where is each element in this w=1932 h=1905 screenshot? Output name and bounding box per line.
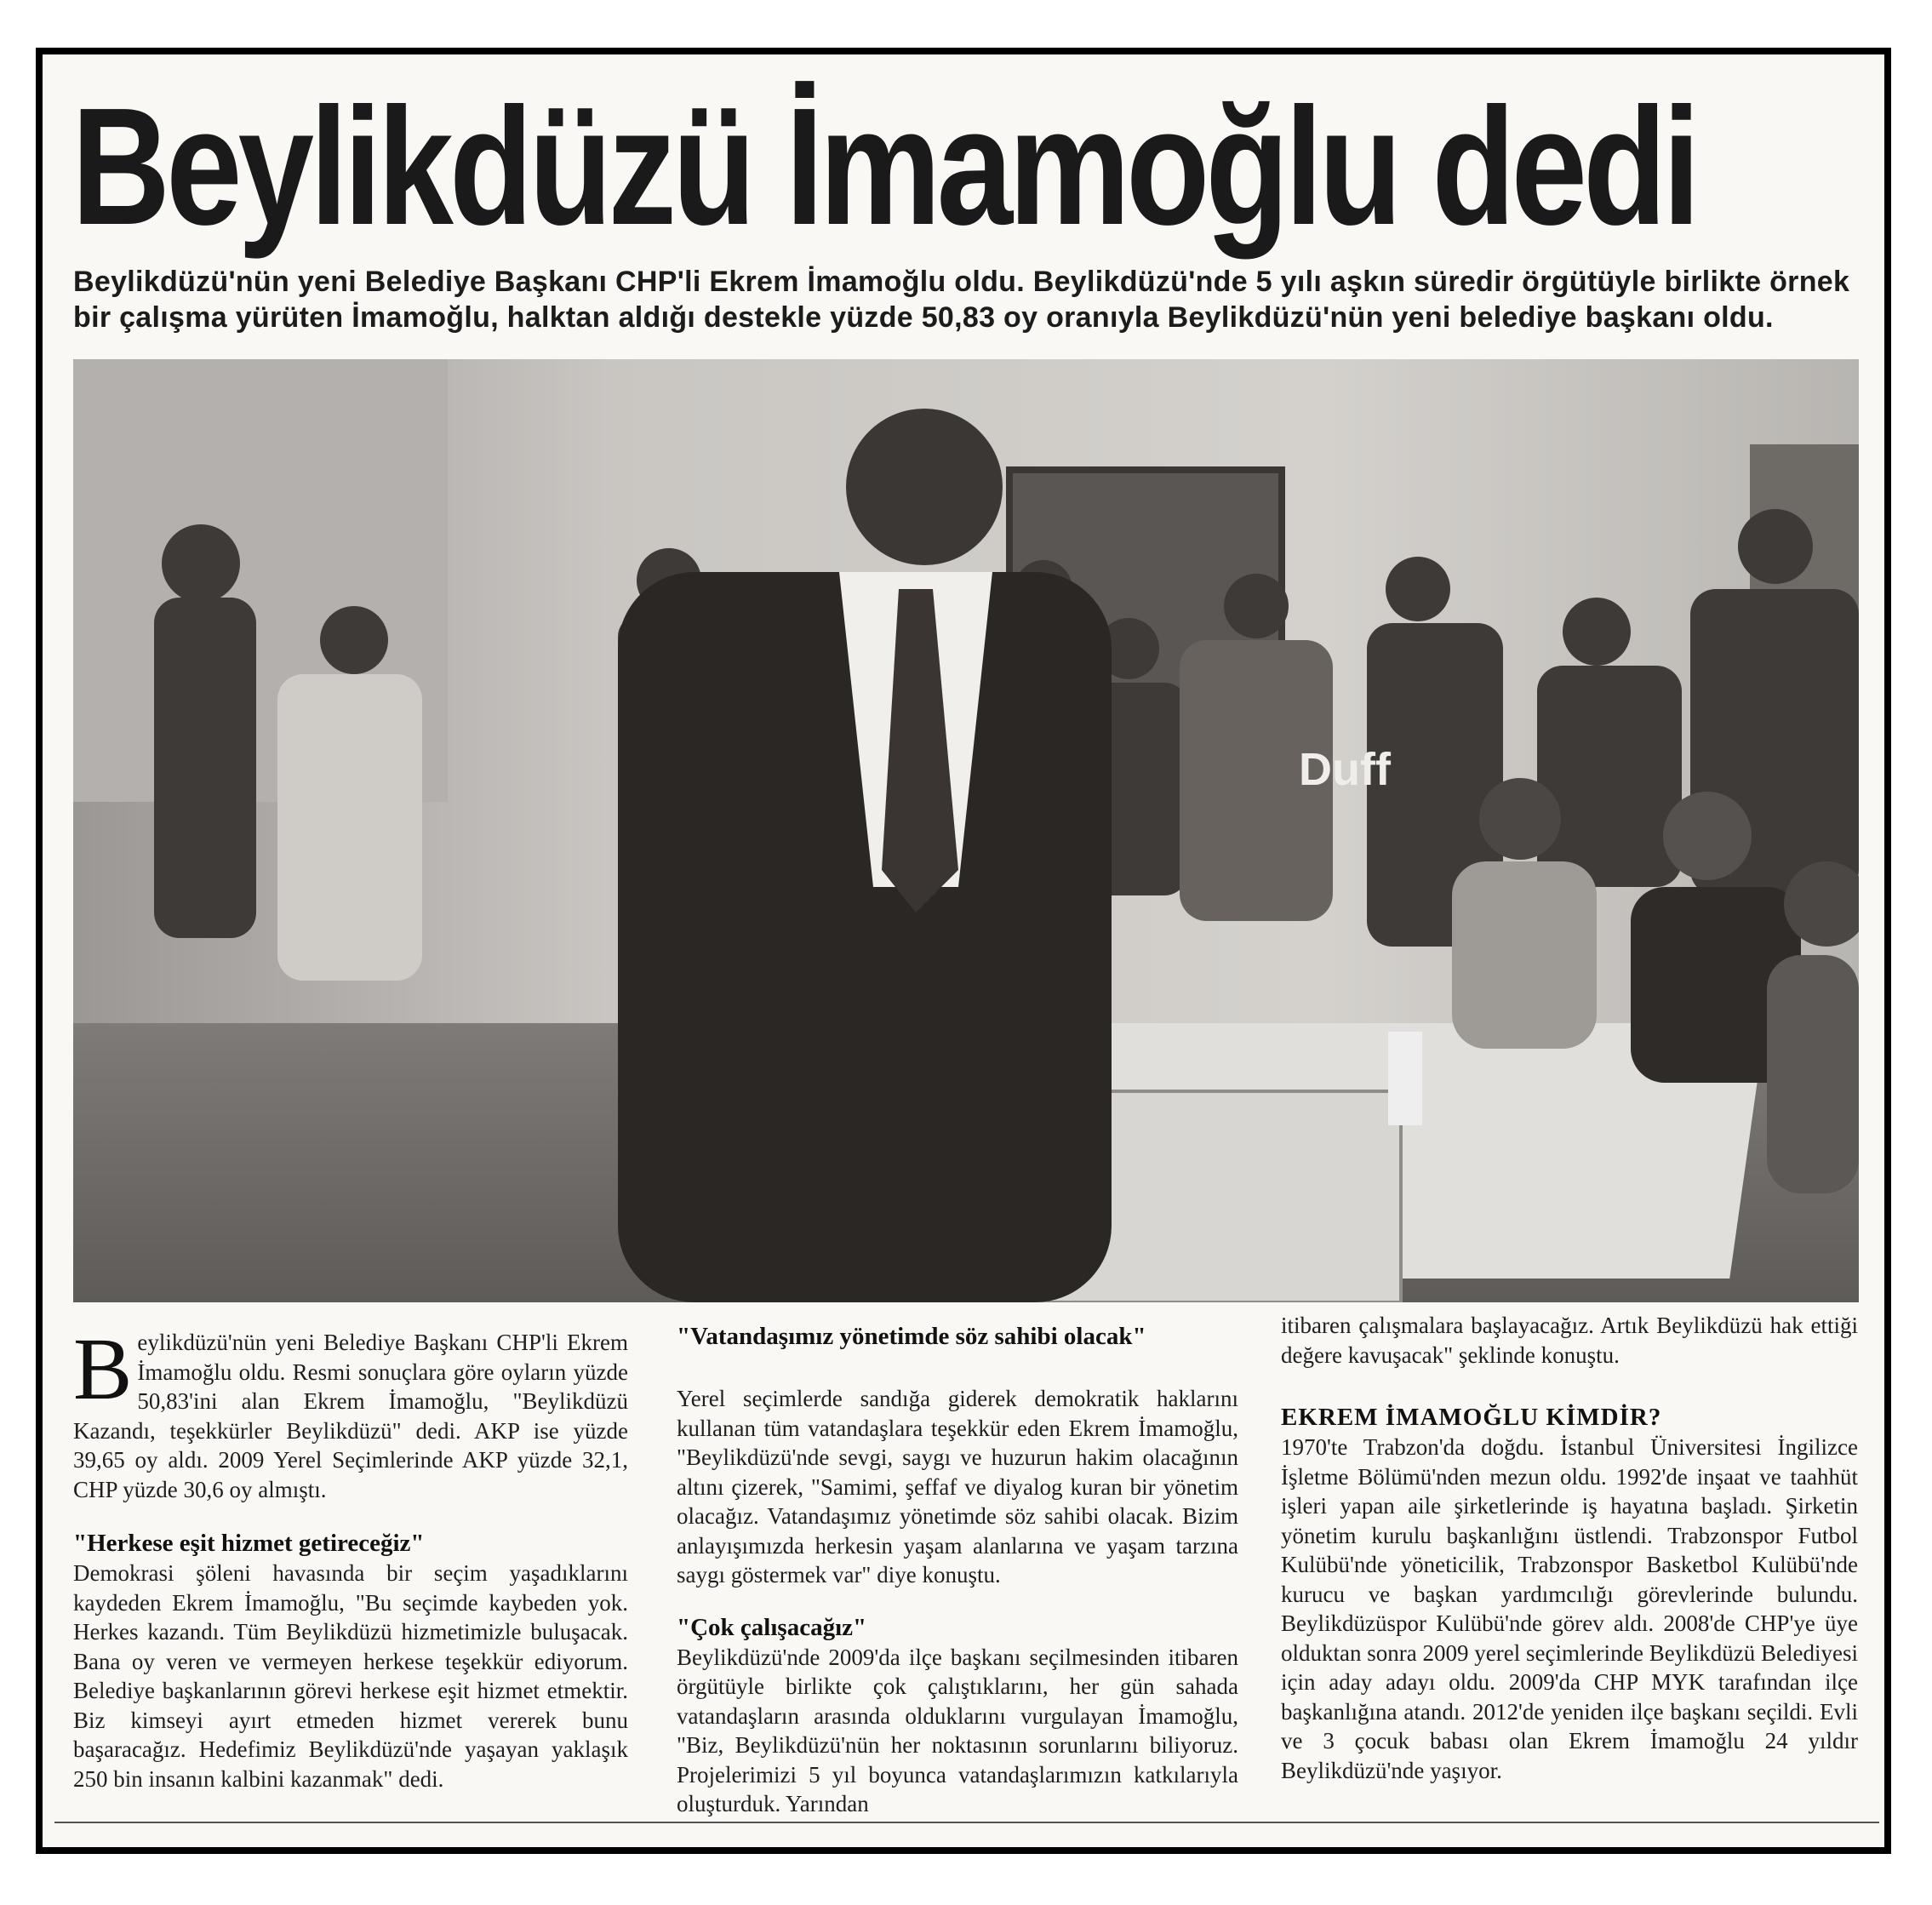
body-paragraph-2: Beylikdüzü'nde 2009'da ilçe başkanı seçilmesinden itibaren örgütüyle birlikte çok çalıştıklarını, her gün sahada vatandaşların arasında olduklarını vurgulayan İmamoğlu, "Biz, Beylikdüzü'nün her noktasının sorunlarını biliyoruz. Projelerimizi 5 yıl boyunca vatandaşlarımızın katkılarıyla oluşturduk. Yarından: [677, 1644, 1238, 1816]
shirt-lettering: Duff: [1299, 744, 1391, 795]
intro-text: eylikdüzü'nün yeni Belediye Başkanı CHP'li Ekrem İmamoğlu oldu. Resmi sonuçlara göre oyların yüzde 50,83'ini alan Ekrem İmamoğlu, "Beylikdüzü Kazandı, teşekkürler Beylikdüzü" dedi. AKP ise yüzde 39,65 oy aldı. 2009 Yerel Seçimlerinde AKP yüzde 32,1, CHP yüzde 30,6 oy almıştı.: [73, 1330, 628, 1502]
water-bottle: [1388, 1032, 1422, 1125]
subhead-herkese: "Herkese eşit hizmet getireceğiz": [73, 1530, 425, 1557]
column-3: [1281, 1311, 1858, 1785]
bottom-rule: [54, 1822, 1879, 1823]
drop-cap: B: [73, 1320, 133, 1418]
body-paragraph: Demokrasi şöleni havasında bir seçim yaşadıklarını kaydeden Ekrem İmamoğlu, "Bu seçimde kaybeden yok. Herkes kazandı. Tüm Beylikdüzü hizmetimizle buluşacak. Bana oy veren ve vermeyen herkese teşekkür ediyorum. Belediye başkanlarının görevi herkese eşit hizmet etmektir. Biz kimseyi ayırt etmeden hizmet vererek bunu başaracağız. Hedefimiz Beylikdüzü'nde yaşayan yaklaşık 250 bin insanın kalbini kazanmak" dedi.: [73, 1560, 628, 1792]
deck-summary: Beylikdüzü'nün yeni Belediye Başkanı CHP'li Ekrem İmamoğlu oldu. Beylikdüzü'nde 5 yılı aşkın süredir örgütüyle birlikte örnek bir çalışma yürüten İmamoğlu, halktan aldığı destekle yüzde 50,83 oy oranıyla Beylikdüzü'nün yeni belediye başkanı oldu.: [73, 266, 1850, 334]
subhead-vatandasimiz: "Vatandaşımız yönetimde söz sahibi olacak": [677, 1323, 1146, 1350]
subhead-cok-calisacagiz: "Çok çalışacağız": [677, 1613, 867, 1641]
intro-paragraph: [73, 1320, 628, 1504]
column-1: [73, 1320, 628, 1793]
continued-paragraph: itibaren çalışmalara başlayacağız. Artık Beylikdüzü hak ettiği değere kavuşacak" şeklinde konuştu.: [1281, 1313, 1858, 1368]
subhead-kimdir: EKREM İMAMOĞLU KİMDİR?: [1281, 1404, 1662, 1431]
photo-illustration: [73, 359, 1859, 1302]
news-photo: [73, 359, 1859, 1302]
bio-paragraph: 1970'te Trabzon'da doğdu. İstanbul Üniversitesi İngilizce İşletme Bölümü'nden mezun oldu. 1992'de inşaat ve taahhüt işleri yapan aile şirketlerinde iş hayatına başladı. Şirketin yönetim kurulu başkanlığını üstlendi. Trabzonspor Futbol Kulübü'nde yöneticilik, Trabzonspor Basketbol Kulübü'nde kurucu ve başkan yardımcılığı görevlerinde bulundu. Beylikdüzüspor Kulübü'nde görev aldı. 2008'de CHP'ye üye olduktan sonra 2009 yerel seçimlerinde Beylikdüzü Belediyesi için aday adayı oldu. 2009'da CHP MYK tarafından ilçe başkanlığına atandı. 2012'de yeniden ilçe başkanı seçildi. Evli ve 3 çocuk babası olan Ekrem İmamoğlu 24 yıldır Beylikdüzü'nde yaşıyor.: [1281, 1434, 1858, 1783]
body-paragraph-1: Yerel seçimlerde sandığa giderek demokratik haklarını kullanan tüm vatandaşlara teşekkür eden Ekrem İmamoğlu, "Beylikdüzü'nde sevgi, saygı ve huzurun hakim olacağının altını çizerek, "Samimi, şeffaf ve diyalog kuran bir yönetim olacağız. Vatandaşımız yönetimde söz sahibi olacak. Bizim anlayışımızda herkesin yaşam alanlarına ve yaşam tarzına saygı göstermek var" diye konuştu.: [677, 1386, 1238, 1588]
headline: Beylikdüzü İmamoğlu dedi: [71, 73, 1697, 260]
column-2: [677, 1321, 1238, 1819]
